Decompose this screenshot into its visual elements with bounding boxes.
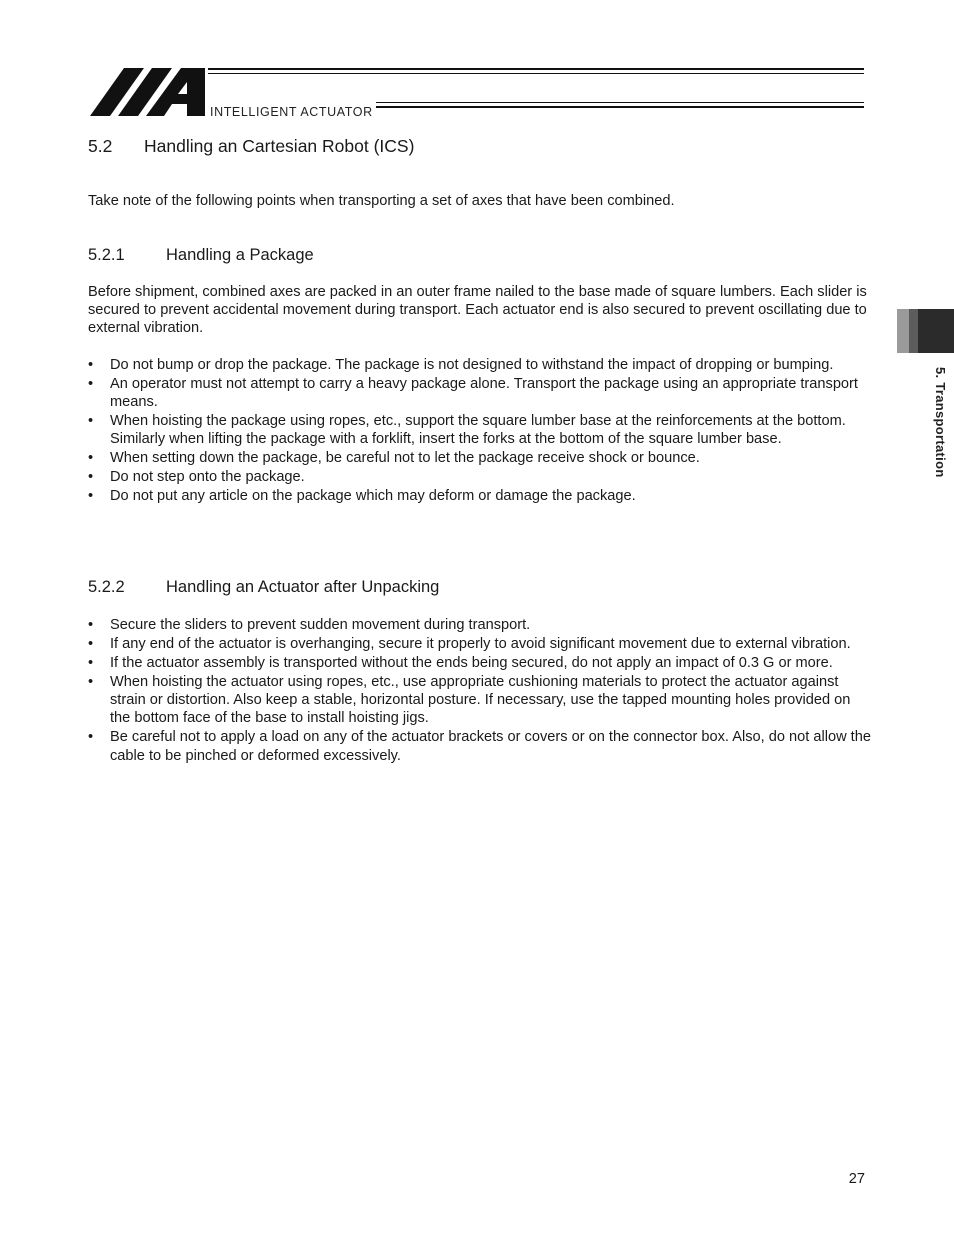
bullet-text: If any end of the actuator is overhanging, secure it properly to avoid significant movement due to external vibration.	[110, 636, 851, 652]
section-intro: Take note of the following points when transporting a set of axes that have been combined.	[88, 193, 675, 209]
bullet-item	[88, 356, 868, 374]
bullet-text: When hoisting the actuator using ropes, etc., use appropriate cushioning materials to protect the actuator against strain or distortion. Also keep a stable, horizontal posture. If necessary, use the tapped mounting holes provided on the bottom face of the base to install hoisting jigs.	[110, 674, 851, 727]
header-rule-bottom-1	[376, 102, 864, 103]
bullet-dot: •	[88, 376, 94, 392]
bullet-dot: •	[88, 450, 94, 467]
section-number: 5.2	[88, 136, 113, 156]
bullet-item	[88, 468, 868, 486]
bullet-text: Do not bump or drop the package. The package is not designed to withstand the impact of dropping or bumping.	[110, 357, 834, 373]
side-tab-label: 5. Transportation	[933, 367, 948, 478]
bullet-text: Do not step onto the package.	[110, 469, 305, 486]
side-tab-segment-mid	[909, 309, 918, 353]
bullet-item	[88, 616, 873, 634]
header-rule-bottom-2	[376, 106, 864, 108]
subsection-number: 5.2.2	[88, 578, 125, 596]
subsection-number: 5.2.1	[88, 246, 125, 264]
iai-logo	[88, 66, 208, 118]
bullet-dot: •	[88, 674, 94, 690]
bullet-dot: •	[88, 636, 94, 652]
bullet-dot: •	[88, 488, 94, 505]
bullet-dot: •	[88, 655, 94, 671]
bullet-text: Secure the sliders to prevent sudden movement during transport.	[110, 617, 531, 633]
side-tab-segment-dark	[918, 309, 954, 353]
bullet-dot: •	[88, 413, 94, 430]
header-rule-top-1	[208, 68, 864, 70]
bullet-dot: •	[88, 617, 94, 633]
bullet-item	[88, 449, 868, 467]
bullet-text: If the actuator assembly is transported without the ends being secured, do not apply an impact of 0.3 G or more.	[110, 655, 833, 671]
page-number: 27	[848, 1171, 865, 1187]
bullet-list	[88, 616, 873, 766]
subsection-paragraph: Before shipment, combined axes are packed in an outer frame nailed to the base made of square lumbers. Each slider is secured to prevent accidental movement during transport. Each actuator end is also secured to prevent oscillating due to external vibration.	[88, 284, 867, 337]
bullet-dot: •	[88, 469, 94, 486]
bullet-item	[88, 728, 873, 764]
header-rule-top-2	[208, 73, 864, 74]
bullet-item	[88, 412, 868, 448]
bullet-dot: •	[88, 357, 94, 373]
bullet-text: When setting down the package, be careful not to let the package receive shock or bounce.	[110, 450, 700, 467]
brand-text: INTELLIGENT ACTUATOR	[210, 105, 373, 119]
subsection-title: Handling a Package	[166, 246, 314, 264]
bullet-item	[88, 375, 868, 411]
bullet-item	[88, 654, 873, 672]
bullet-item	[88, 635, 873, 653]
bullet-item	[88, 487, 868, 505]
bullet-list	[88, 356, 868, 506]
bullet-text: Do not put any article on the package which may deform or damage the package.	[110, 488, 636, 505]
subsection-title: Handling an Actuator after Unpacking	[166, 578, 440, 596]
bullet-text: When hoisting the package using ropes, etc., support the square lumber base at the reinforcements at the bottom. Similarly when lifting the package with a forklift, insert the forks at the bottom of the square lumber base.	[110, 413, 846, 448]
side-tab-segment-light	[897, 309, 909, 353]
bullet-dot: •	[88, 729, 94, 746]
bullet-text: Be careful not to apply a load on any of the actuator brackets or covers or on the connector box. Also, do not allow the cable to be pinched or deformed excessively.	[110, 729, 871, 764]
bullet-text: An operator must not attempt to carry a heavy package alone. Transport the package using an appropriate transport means.	[110, 376, 858, 411]
bullet-item	[88, 673, 873, 728]
section-title: Handling an Cartesian Robot (ICS)	[144, 136, 415, 156]
